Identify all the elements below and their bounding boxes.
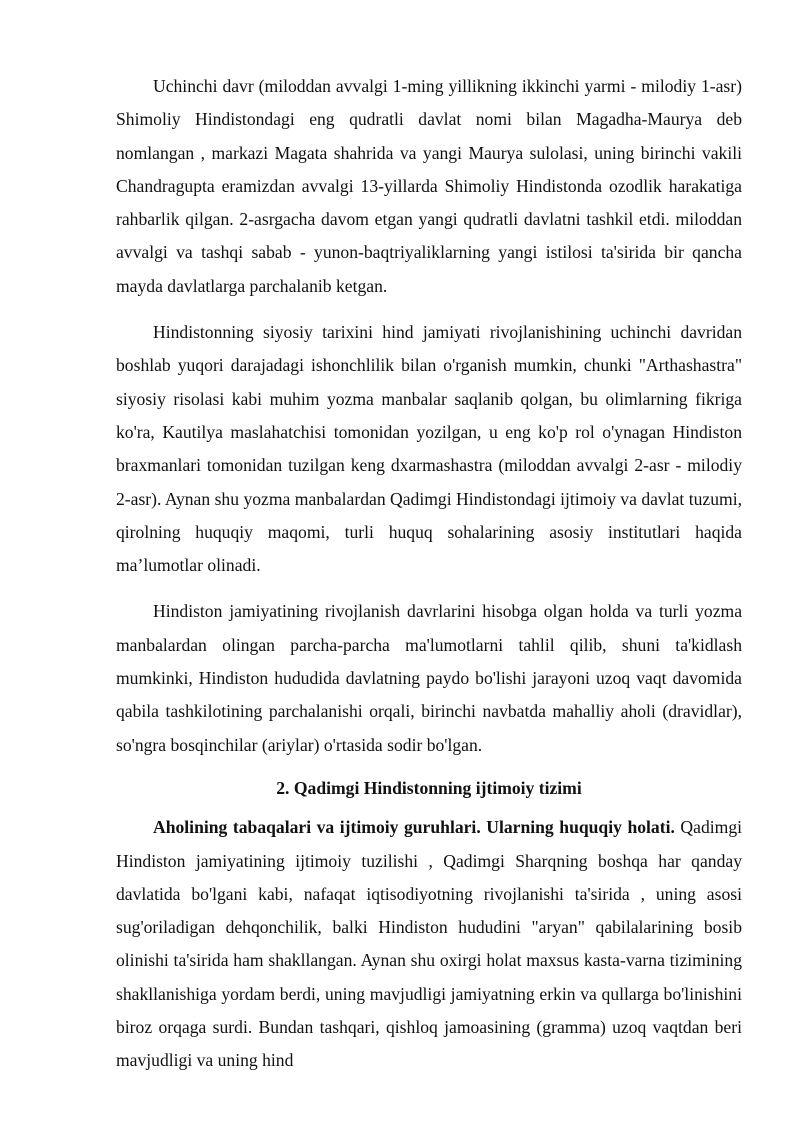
paragraph-state-formation: Hindiston jamiyatining rivojlanish davrlarini hisobga olgan holda va turli yozma manbalardan olingan parcha-parcha ma'lumotlarni tahlil qilib, shuni ta'kidlash mumkinki, Hindiston hududida davlatning paydo bo'lishi jarayoni uzoq vaqt davomida qabila tashkilotining parchalanishi orqali, birinchi navbatda mahalliy aholi (dravidlar), so'ngra bosqinchilar (ariylar) o'rtasida sodir bo'lgan.: [116, 601, 742, 755]
section-body-text: Qadimgi Hindiston jamiyatining ijtimoiy tuzilishi , Qadimgi Sharqning boshqa har qanday davlatida bo'lgani kabi, nafaqat iqtisodiyotning rivojlanishi ta'sirida , uning asosi sug'oriladigan dehqonchilik, balki Hindiston hududini "aryan" qabilalarining bosib olinishi ta'sirida ham shakllangan. Aynan shu oxirgi holat maxsus kasta-varna tizimining shakllanishiga yordam berdi, uning mavjudligi jamiyatning erkin va qullarga bo'linishini biroz orqaga surdi. Bundan tashqari, qishloq jamoasining (gramma) uzoq vaqtdan beri mavjudligi va uning hind: [116, 817, 743, 1071]
document-body: [116, 70, 742, 1078]
paragraph-political-history: Hindistonning siyosiy tarixini hind jamiyati rivojlanishining uchinchi davridan boshlab yuqori darajadagi ishonchlilik bilan o'rganish mumkin, chunki "Arthashastra" siyosiy risolasi kabi muhim yozma manbalar saqlanib qolgan, bu olimlarning fikriga ko'ra, Kautilya maslahatchisi tomonidan yozilgan, u eng ko'p rol o'ynagan Hindiston braxmanlari tomonidan tuzilgan keng dxarmashastra (miloddan avvalgi 2-asr - milodiy 2-asr). Aynan shu yozma manbalardan Qadimgi Hindistondagi ijtimoiy va davlat tuzumi, qirolning huquqiy maqomi, turli huquq sohalarining asosiy institutlari haqida ma’lumotlar olinadi.: [116, 322, 742, 576]
section-lead-text: Aholining tabaqalari va ijtimoiy guruhlari. Ularning huquqiy holati.: [153, 817, 675, 838]
paragraph-social-structure: [116, 811, 742, 1077]
section-heading: 2. Qadimgi Hindistonning ijtimoiy tizimi: [276, 777, 582, 798]
paragraph-third-period: Uchinchi davr (miloddan avvalgi 1-ming yillikning ikkinchi yarmi - milodiy 1-asr) Shimoliy Hindistondagi eng qudratli davlat nomi bilan Magadha-Maurya deb nomlangan , markazi Magata shahrida va yangi Maurya sulolasi, uning birinchi vakili Chandragupta eramizdan avvalgi 13-yillarda Shimoliy Hindistonda ozodlik harakatiga rahbarlik qilgan. 2-asrgacha davom etgan yangi qudratli davlatni tashkil etdi. miloddan avvalgi va tashqi sabab - yunon-baqtriyaliklarning yangi istilosi ta'sirida bir qancha mayda davlatlarga parchalanib ketgan.: [116, 76, 742, 296]
